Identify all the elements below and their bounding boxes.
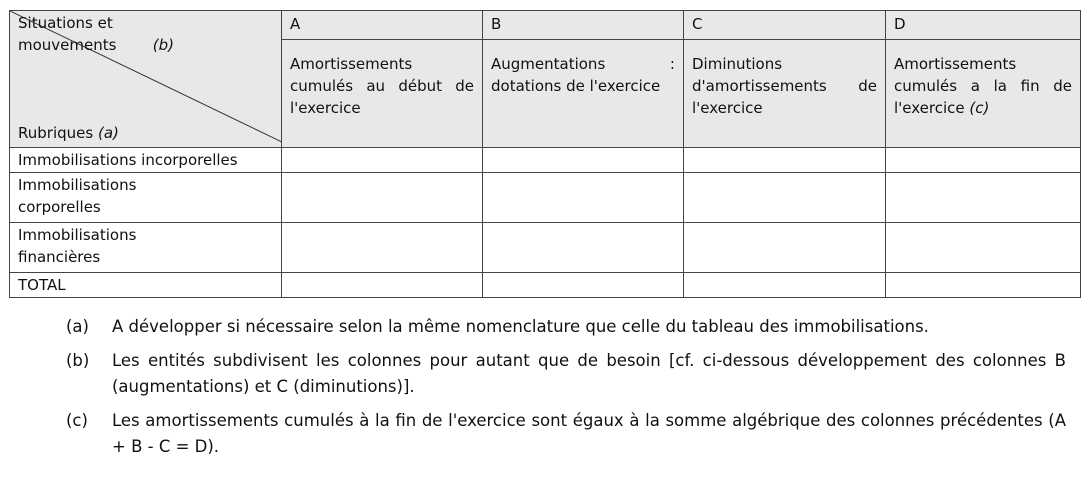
stub-header-situations-text: Situations et mouvements xyxy=(18,14,117,54)
table-cell xyxy=(282,273,483,298)
table-cell xyxy=(684,273,886,298)
column-desc-d-text: Amortissements cumulés a la fin de l'exercice xyxy=(894,55,1072,117)
table-cell xyxy=(886,273,1081,298)
column-letter-d: D xyxy=(886,11,1081,40)
footnote-b-mark: (b) xyxy=(66,351,90,370)
column-desc-d xyxy=(886,40,1081,148)
footnote-a-mark: (a) xyxy=(66,317,89,336)
table-row-financieres xyxy=(10,223,1081,273)
row-label-financieres xyxy=(10,223,282,273)
table-row-corporelles xyxy=(10,173,1081,223)
table-cell xyxy=(483,223,684,273)
footnotes xyxy=(66,314,1066,468)
stub-header-rubriques-ref: (a) xyxy=(97,124,119,142)
stub-header-situations-ref: (b) xyxy=(152,36,175,54)
column-desc-c-text: Diminutions d'amortissements de l'exercice xyxy=(692,55,877,117)
table-row-total xyxy=(10,273,1081,298)
table-cell xyxy=(483,148,684,173)
row-label-incorporelles: Immobilisations incorporelles xyxy=(10,148,282,173)
footnote-c xyxy=(66,408,1066,460)
row-label-corporelles xyxy=(10,173,282,223)
table-cell xyxy=(684,173,886,223)
column-desc-b xyxy=(483,40,684,148)
table-cell xyxy=(282,173,483,223)
column-desc-a xyxy=(282,40,483,148)
column-desc-b-text: Augmentations : dotations de l'exercice xyxy=(491,55,675,95)
footnote-a-text: A développer si nécessaire selon la même nomenclature que celle du tableau des immobilisations. xyxy=(112,317,929,336)
column-desc-d-ref: (c) xyxy=(969,99,990,117)
column-desc-c xyxy=(684,40,886,148)
table-cell xyxy=(886,148,1081,173)
stub-header-situations xyxy=(18,12,174,56)
row-label-corporelles-text: Immobilisations corporelles xyxy=(18,176,137,216)
table-cell xyxy=(483,273,684,298)
table-cell xyxy=(684,223,886,273)
footnote-b-text: Les entités subdivisent les colonnes pour autant que de besoin [cf. ci-dessous développement des colonnes B (augmentations) et C (diminutions)]. xyxy=(112,351,1066,396)
column-desc-a-text: Amortissements cumulés au début de l'exercice xyxy=(290,55,474,117)
column-letter-c: C xyxy=(684,11,886,40)
column-letter-a: A xyxy=(282,11,483,40)
table-cell xyxy=(684,148,886,173)
amortissements-table-container xyxy=(9,10,1080,298)
table-cell xyxy=(282,223,483,273)
table-cell xyxy=(282,148,483,173)
table-row-incorporelles xyxy=(10,148,1081,173)
table-cell xyxy=(886,173,1081,223)
table-cell xyxy=(886,223,1081,273)
table-cell xyxy=(483,173,684,223)
row-label-financieres-text: Immobilisations financières xyxy=(18,226,137,266)
footnote-b xyxy=(66,348,1066,400)
amortissements-table xyxy=(9,10,1081,298)
footnote-c-text: Les amortissements cumulés à la fin de l'exercice sont égaux à la somme algébrique des colonnes précédentes (A + B - C = D). xyxy=(112,411,1066,456)
stub-header-rubriques-text: Rubriques xyxy=(18,124,94,142)
stub-header-cell xyxy=(10,11,282,148)
stub-header-rubriques xyxy=(18,122,119,144)
footnote-a xyxy=(66,314,1066,340)
row-label-total: TOTAL xyxy=(10,273,282,298)
footnote-c-mark: (c) xyxy=(66,411,88,430)
header-row-letters xyxy=(10,11,1081,40)
column-letter-b: B xyxy=(483,11,684,40)
